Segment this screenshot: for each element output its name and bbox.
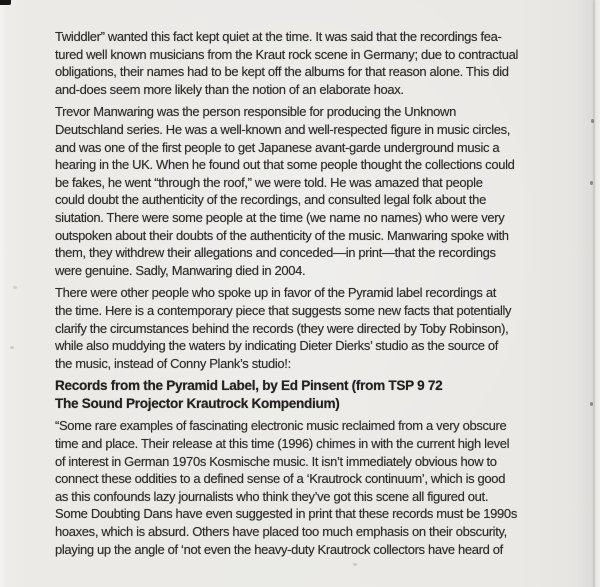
text-line: time and place. Their release at this time (1996) chimes in with the current high level (55, 436, 510, 452)
text-line: Deutschland series. He was a well-known and well-respected figure in music circles, (55, 121, 511, 137)
paragraph (55, 103, 594, 279)
text-line: Records from the Pyramid Label, by Ed Pinsent (from TSP 9 72 (55, 378, 443, 394)
text-line: siutation. There were some people at the time (we name no names) who were very (55, 209, 505, 225)
text-line: while also muddying the waters by indicating Dieter Dierks’ studio as the source of (55, 338, 499, 354)
text-line: clarify the circumstances behind the records (they were directed by Toby Robinson), (55, 320, 509, 336)
text-line: be fakes, he went “through the roof,” we were told. He was amazed that people (55, 174, 483, 190)
paragraph (55, 417, 594, 558)
text-line: There were other people who spoke up in favor of the Pyramid label recordings at (55, 285, 496, 301)
text-line: obligations, their names had to be kept off the albums for that reason alone. This did (55, 64, 509, 80)
text-line: Twiddler” wanted this fact kept quiet at the time. It was said that the recordings fea- (55, 29, 502, 44)
text-line: Some Doubting Dans have even suggested in print that these records must be 1990s (55, 506, 517, 522)
text-line: “Some rare examples of fascinating electronic music reclaimed from a very obscure (55, 418, 507, 434)
text-line: connect these oddities to a defined sense of a ‘Krautrock continuum’, which is good (55, 471, 506, 487)
text-line: were genuine. Sadly, Manwaring died in 2004. (55, 262, 306, 278)
text-line: them, they withdrew their allegations and conceded—in print—that the recordings (55, 245, 496, 261)
text-line: as this confounds lazy journalists who think they’ve got this scene all figured out. (55, 488, 489, 504)
text-block (55, 28, 594, 563)
text-line: hearing in the UK. When he found out that some people thought the collections could (55, 157, 515, 173)
text-line: the music, instead of Conny Plank’s studio!: (55, 355, 291, 371)
scan-speck (10, 346, 14, 349)
paragraph (55, 28, 594, 98)
text-line: Trevor Manwaring was the person responsible for producing the Unknown (55, 104, 456, 120)
text-line: hoaxes, which is absurd. Others have placed too much emphasis on their obscurity, (55, 524, 507, 540)
text-line: and-does seem more likely than the notion of an elaborate hoax. (55, 81, 404, 97)
text-line: and was one of the first people to get Japanese avant-garde underground music a (55, 139, 500, 155)
scan-speck (353, 563, 357, 566)
text-line: outspoken about their doubts of the authenticity of the music. Manwaring spoke with (55, 227, 509, 243)
paragraph (55, 284, 594, 372)
text-line: tured well known musicians from the Kraut rock scene in Germany; due to contractual (55, 46, 519, 62)
text-line: The Sound Projector Krautrock Kompendium) (55, 395, 340, 411)
section-heading (55, 377, 594, 412)
text-line: playing up the angle of ‘not even the heavy-duty Krautrock collectors have heard of (55, 541, 503, 557)
scan-corner-mark (0, 0, 11, 5)
text-line: of interest in German 1970s Kosmische music. It isn’t immediately obvious how to (55, 453, 497, 469)
scan-speck (13, 286, 17, 289)
text-line: the time. Here is a contemporary piece that suggests some new facts that potentially (55, 302, 512, 318)
text-line: could doubt the authenticity of the recordings, and consulted legal folk about the (55, 192, 486, 208)
